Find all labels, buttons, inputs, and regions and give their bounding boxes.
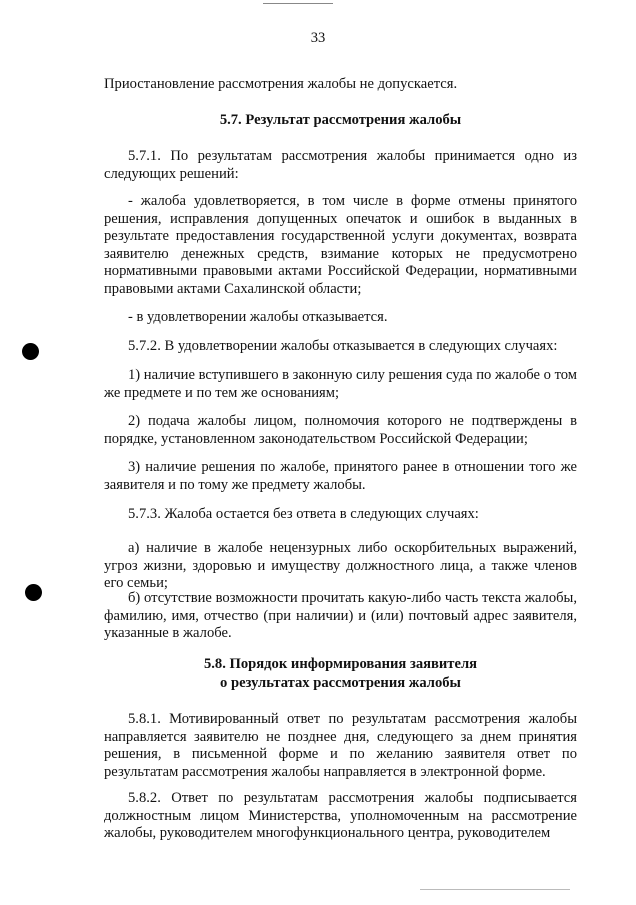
paragraph-5-8-2: 5.8.2. Ответ по результатам рассмотрения жалобы подписывается должностным лицом Министерства, уполномоченным на рассмотрение жалобы, руководителем многофункционального центра, руководителем bbox=[104, 790, 577, 841]
paragraph-5-7-3: 5.7.3. Жалоба остается без ответа в следующих случаях: bbox=[128, 506, 479, 522]
paragraph-5-8-1: 5.8.1. Мотивированный ответ по результатам рассмотрения жалобы направляется заявителю не позднее дня, следующего за днем принятия решения, в письменной форме и по желанию заявителя ответ по результатам рассмотрения жалобы направляется в электронной форме. bbox=[104, 711, 577, 780]
heading-5-8-line-2: о результатах рассмотрения жалобы bbox=[220, 675, 461, 691]
paragraph-5-7-3-item-b: б) отсутствие возможности прочитать какую-либо часть текста жалобы, фамилию, имя, отчество (при наличии) и (или) почтовый адрес заявителя, указанные в жалобе. bbox=[104, 590, 577, 641]
paragraph-5-7-2-item-2: 2) подача жалобы лицом, полномочия которого не подтверждены в порядке, установленном законодательством Российской Федерации; bbox=[104, 413, 577, 447]
paragraph-5-7-3-item-a: а) наличие в жалобе нецензурных либо оскорбительных выражений, угроз жизни, здоровью и имуществу должностного лица, а также членов его семьи; bbox=[104, 540, 577, 591]
scan-mark bbox=[263, 3, 333, 4]
punch-hole-bottom bbox=[25, 584, 42, 601]
paragraph-5-7-1-satisfied: - жалоба удовлетворяется, в том числе в форме отмены принятого решения, исправления допущенных опечаток и ошибок в выданных в результате предоставления государственной услуги документах, возврата заявителю денежных средств, взимание которых не предусмотрено нормативными правовыми актами Российской Федерации, нормативными правовыми актами Сахалинской области; bbox=[104, 193, 577, 297]
page-number: 33 bbox=[310, 30, 326, 46]
paragraph-5-7-2-item-3: 3) наличие решения по жалобе, принятого ранее в отношении того же заявителя и по тому же предмету жалобы. bbox=[104, 459, 577, 493]
paragraph-suspension: Приостановление рассмотрения жалобы не допускается. bbox=[104, 76, 458, 92]
paragraph-5-7-1-refused: - в удовлетворении жалобы отказывается. bbox=[128, 309, 388, 325]
paragraph-5-7-2: 5.7.2. В удовлетворении жалобы отказывается в следующих случаях: bbox=[128, 338, 558, 354]
heading-5-7: 5.7. Результат рассмотрения жалобы bbox=[219, 112, 462, 128]
heading-5-8-line-1: 5.8. Порядок информирования заявителя bbox=[203, 656, 478, 672]
paragraph-5-7-1: 5.7.1. По результатам рассмотрения жалобы принимается одно из следующих решений: bbox=[104, 148, 577, 182]
scan-mark-bottom bbox=[420, 889, 570, 890]
punch-hole-top bbox=[22, 343, 39, 360]
paragraph-5-7-2-item-1: 1) наличие вступившего в законную силу решения суда по жалобе о том же предмете и по тем же основаниям; bbox=[104, 367, 578, 401]
